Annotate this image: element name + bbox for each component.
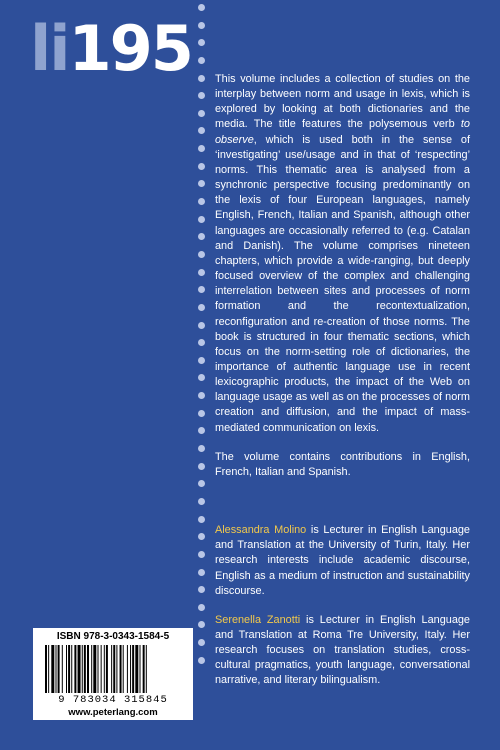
dot-decoration xyxy=(198,75,205,82)
barcode-bar xyxy=(106,645,108,693)
barcode-bar xyxy=(48,645,49,693)
editor-bio xyxy=(215,613,470,689)
dot-decoration xyxy=(198,39,205,46)
barcode-bar xyxy=(45,645,47,693)
barcode-box xyxy=(33,628,193,720)
dot-decoration xyxy=(198,604,205,611)
barcode-bar xyxy=(68,645,70,693)
barcode-bar xyxy=(135,645,138,693)
dot-decoration xyxy=(198,621,205,628)
barcode-bar xyxy=(91,645,92,693)
editor-bio xyxy=(215,523,470,599)
barcode-bar xyxy=(66,645,67,693)
dot-decoration xyxy=(198,145,205,152)
barcode-bar xyxy=(130,645,131,693)
dot-decoration xyxy=(198,374,205,381)
editor-bio-text: is Lecturer in English Language and Translation at the University of Turin, Italy. Her research interests include academic discourse, English as a medium of instruction and sustainability discourse. xyxy=(215,524,470,597)
dot-decoration xyxy=(198,92,205,99)
dot-column-decoration xyxy=(198,4,206,664)
barcode-bar xyxy=(104,645,105,693)
dot-decoration xyxy=(198,639,205,646)
dot-decoration xyxy=(198,251,205,258)
description-paragraph xyxy=(215,72,470,436)
dot-decoration xyxy=(198,551,205,558)
barcode-bar xyxy=(132,645,134,693)
back-cover-text xyxy=(215,72,470,689)
barcode-bar xyxy=(84,645,86,693)
barcode-bar xyxy=(120,645,122,693)
dot-decoration xyxy=(198,127,205,134)
dot-decoration xyxy=(198,180,205,187)
dot-decoration xyxy=(198,586,205,593)
publisher-url: www.peterlang.com xyxy=(68,707,158,718)
barcode-bar xyxy=(58,645,60,693)
description-emphasis: to observe xyxy=(215,118,470,146)
barcode-bar xyxy=(116,645,117,693)
isbn-label: ISBN 978-3-0343-1584-5 xyxy=(56,631,170,642)
dot-decoration xyxy=(198,427,205,434)
barcode-bar xyxy=(51,645,54,693)
barcode-bar xyxy=(87,645,89,693)
barcode-icon xyxy=(43,645,183,693)
barcode-digits: 9 783034 315845 xyxy=(58,694,168,706)
dot-decoration xyxy=(198,657,205,664)
dot-decoration xyxy=(198,463,205,470)
barcode-bar xyxy=(62,645,63,693)
barcode-bar xyxy=(78,645,81,693)
barcode-bar xyxy=(113,645,115,693)
dot-decoration xyxy=(198,516,205,523)
barcode-bar xyxy=(93,645,96,693)
dot-decoration xyxy=(198,533,205,540)
barcode-bar xyxy=(71,645,72,693)
editor-bio-text: is Lecturer in English Language and Translation at Roma Tre University, Italy. Her research focuses on translation studies, cross-cultural pragmatics, youth language, conversational narrative, and literary bilingualism. xyxy=(215,613,470,687)
dot-decoration xyxy=(198,480,205,487)
dot-decoration xyxy=(198,339,205,346)
series-logo xyxy=(30,12,192,85)
description-text-a: This volume includes a collection of studies on the interplay between norm and usage in lexis, which is explored by looking at both dictionaries and the media. The title features the polysemous verb xyxy=(215,73,470,131)
dot-decoration xyxy=(198,110,205,117)
dot-decoration xyxy=(198,392,205,399)
dot-decoration xyxy=(198,410,205,417)
barcode-bar xyxy=(74,645,76,693)
dot-decoration xyxy=(198,22,205,29)
dot-decoration xyxy=(198,498,205,505)
dot-decoration xyxy=(198,357,205,364)
dot-decoration xyxy=(198,304,205,311)
dot-decoration xyxy=(198,286,205,293)
series-number: 195 xyxy=(68,12,192,85)
barcode-bar xyxy=(140,645,141,693)
editor-name: Serenella Zanotti xyxy=(215,613,301,626)
dot-decoration xyxy=(198,233,205,240)
barcode-bar xyxy=(127,645,128,693)
series-logo-prefix: li xyxy=(30,12,69,85)
languages-paragraph: The volume contains contributions in English, French, Italian and Spanish. xyxy=(215,450,470,478)
dot-decoration xyxy=(198,322,205,329)
barcode-bar xyxy=(143,645,145,693)
dot-decoration xyxy=(198,163,205,170)
barcode-bar xyxy=(56,645,57,693)
dot-decoration xyxy=(198,445,205,452)
editor-name: Alessandra Molino xyxy=(215,524,307,537)
dot-decoration xyxy=(198,269,205,276)
dot-decoration xyxy=(198,569,205,576)
barcode-bar xyxy=(146,645,147,693)
barcode-bar xyxy=(123,645,124,693)
barcode-bar xyxy=(82,645,83,693)
dot-decoration xyxy=(198,216,205,223)
barcode-bar xyxy=(101,645,102,693)
dot-decoration xyxy=(198,57,205,64)
barcode-bar xyxy=(98,645,99,693)
description-text-b: , which is used both in the sense of ‘investigating’ use/usage and in that of ‘respecting’ norms. This thematic area is analysed from a synchronic perspective focusing predominantly on the lexis of four European languages, namely English, French, Italian and Spanish, although other languages are occasionally referred to (e.g. Catalan and Danish). The volume comprises nineteen chapters, which provide a wide-ranging, but deeply focused overview of the complex and challenging interrelation between sites and processes of norm formation and the recontextualization, reconfiguration and re-creation of those norms. The book is structured in four thematic sections, which focus on the norm-setting role of dictionaries, the importance of authentic language use in recent lexicographic products, the impact of the Web on language usage as well as on the processes of norm creation and diffusion, and the impact of mass-mediated communication on lexis. xyxy=(215,133,470,434)
dot-decoration xyxy=(198,198,205,205)
dot-decoration xyxy=(198,4,205,11)
barcode-bar xyxy=(111,645,112,693)
